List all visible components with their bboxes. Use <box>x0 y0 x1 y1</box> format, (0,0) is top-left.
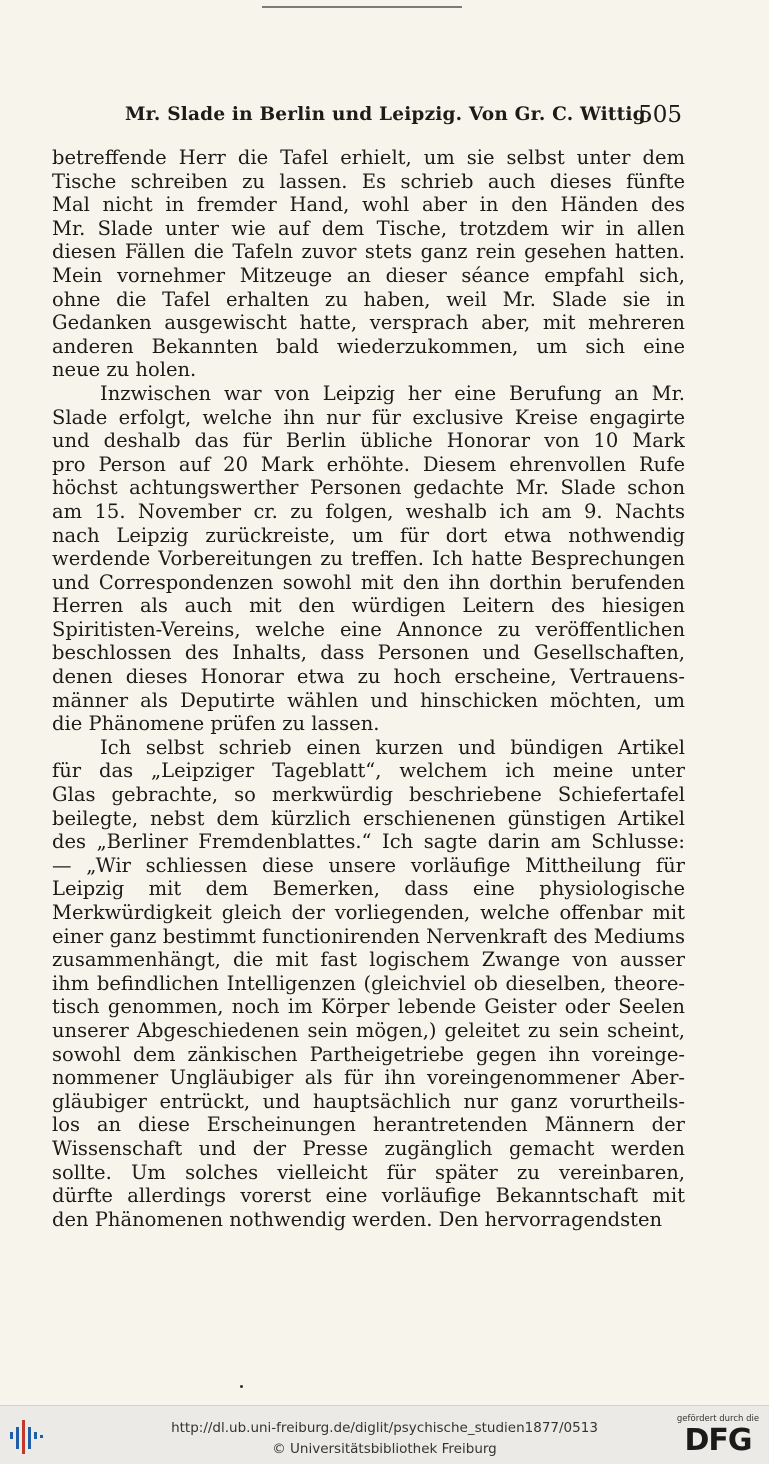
text-line: gläubiger entrückt, und hauptsächlich nur ganz vorurtheils- <box>52 1089 685 1113</box>
text-line: neue zu holen. <box>52 358 197 382</box>
text-line: sowohl dem zänkischen Partheigetriebe gegen ihn voreinge- <box>52 1042 685 1066</box>
page-header <box>52 102 692 136</box>
text-line: Merkwürdigkeit gleich der vorliegenden, welche offenbar mit <box>52 901 685 924</box>
text-line: unserer Abgeschiedenen sein mögen,) geleitet zu sein scheint, <box>52 1018 685 1042</box>
text-line: am 15. November cr. zu folgen, weshalb ich am 9. Nachts <box>52 499 685 523</box>
text-line: Tische schreiben zu lassen. Es schrieb auch dieses fünfte <box>52 169 685 193</box>
text-line: beilegte, nebst dem kürzlich erschienenen günstigen Artikel <box>52 806 685 830</box>
text-line: des „Berliner Fremdenblattes.“ Ich sagte darin am Schlusse: <box>52 830 685 854</box>
text-line: nach Leipzig zurückreiste, um für dort etwa nothwendig <box>52 523 685 547</box>
text-line: diesen Fällen die Tafeln zuvor stets ganz rein gesehen hatten. <box>52 240 685 264</box>
scan-edge-mark <box>262 6 462 8</box>
text-line: betreffende Herr die Tafel erhielt, um sie selbst unter dem <box>52 146 685 169</box>
text-line: und Correspondenzen sowohl mit den ihn dorthin berufenden <box>52 570 685 594</box>
text-line: Leipzig mit dem Bemerken, dass eine physiologische <box>52 877 685 901</box>
text-line: Glas gebrachte, so merkwürdig beschriebene Schiefertafel <box>52 783 685 807</box>
text-line: denen dieses Honorar etwa zu hoch erscheine, Vertrauens- <box>52 665 685 689</box>
text-line: pro Person auf 20 Mark erhöhte. Diesem ehrenvollen Rufe <box>52 452 685 476</box>
scan-speck <box>240 1385 243 1388</box>
text-line: Mr. Slade unter wie auf dem Tische, trotzdem wir in allen <box>52 216 685 240</box>
text-line: einer ganz bestimmt functionirenden Nervenkraft des Mediums <box>52 924 685 948</box>
text-line: Mal nicht in fremder Hand, wohl aber in den Händen des <box>52 193 685 217</box>
text-line: Wissenschaft und der Presse zugänglich gemacht werden <box>52 1136 685 1160</box>
text-line: tisch genommen, noch im Körper lebende Geister oder Seelen <box>52 995 685 1019</box>
text-line: männer als Deputirte wählen und hinschicken möchten, um <box>52 688 685 712</box>
text-line: sollte. Um solches vielleicht für später zu vereinbaren, <box>52 1160 685 1184</box>
dfg-logo-icon[interactable] <box>675 1414 761 1460</box>
body-text <box>52 146 685 1231</box>
text-line: anderen Bekannten bald wiederzukommen, um sich eine <box>52 334 685 358</box>
text-line: und deshalb das für Berlin übliche Honorar von 10 Mark <box>52 429 685 453</box>
copyright-notice: © Universitätsbibliothek Freiburg <box>272 1441 497 1457</box>
text-line: Slade erfolgt, welche ihn nur für exclusive Kreise engagirte <box>52 405 685 429</box>
text-line: ohne die Tafel erhalten zu haben, weil Mr. Slade sie in <box>52 287 685 311</box>
text-line: Spiritisten-Vereins, welche eine Annonce zu veröffentlichen <box>52 617 685 641</box>
text-line: Herren als auch mit den würdigen Leitern des hiesigen <box>52 594 685 618</box>
text-line: den Phänomenen nothwendig werden. Den hervorragendsten <box>52 1207 663 1231</box>
text-line: Inzwischen war von Leipzig her eine Berufung an Mr. <box>100 381 685 405</box>
text-line: Gedanken ausgewischt hatte, versprach aber, mit mehreren <box>52 311 685 335</box>
text-line: für das „Leipziger Tageblatt“, welchem ich meine unter <box>52 759 685 783</box>
dfg-caption: gefördert durch die <box>676 1414 760 1424</box>
running-head: Mr. Slade in Berlin und Leipzig. Von Gr. C. Wittig. <box>125 104 653 125</box>
text-line: Mein vornehmer Mitzeuge an dieser séance empfahl sich, <box>52 263 685 287</box>
dfg-mark: DFG <box>684 1423 752 1458</box>
text-line: ihm befindlichen Intelligenzen (gleichviel ob dieselben, theore- <box>52 971 685 995</box>
text-line: nommener Ungläubiger als für ihn voreingenommener Aber- <box>52 1066 685 1090</box>
text-line: werdende Vorbereitungen zu treffen. Ich hatte Besprechungen <box>52 547 685 571</box>
page-number: 505 <box>638 102 682 128</box>
text-line: beschlossen des Inhalts, dass Personen und Gesellschaften, <box>52 641 685 665</box>
text-line: los an diese Erscheinungen herantretenden Männern der <box>52 1113 685 1137</box>
viewer-footer <box>0 1405 769 1464</box>
text-line: — „Wir schliessen diese unsere vorläufige Mittheilung für <box>52 853 685 877</box>
text-line: höchst achtungswerther Personen gedachte Mr. Slade schon <box>52 476 685 500</box>
text-line: Ich selbst schrieb einen kurzen und bündigen Artikel <box>100 735 685 759</box>
source-url-link[interactable]: http://dl.ub.uni-freiburg.de/diglit/psychische_studien1877/0513 <box>171 1420 598 1436</box>
text-line: die Phänomene prüfen zu lassen. <box>52 712 380 736</box>
text-line: zusammenhängt, die mit fast logischem Zwange von ausser <box>52 948 685 972</box>
text-line: dürfte allerdings vorerst eine vorläufige Bekanntschaft mit <box>52 1184 685 1208</box>
